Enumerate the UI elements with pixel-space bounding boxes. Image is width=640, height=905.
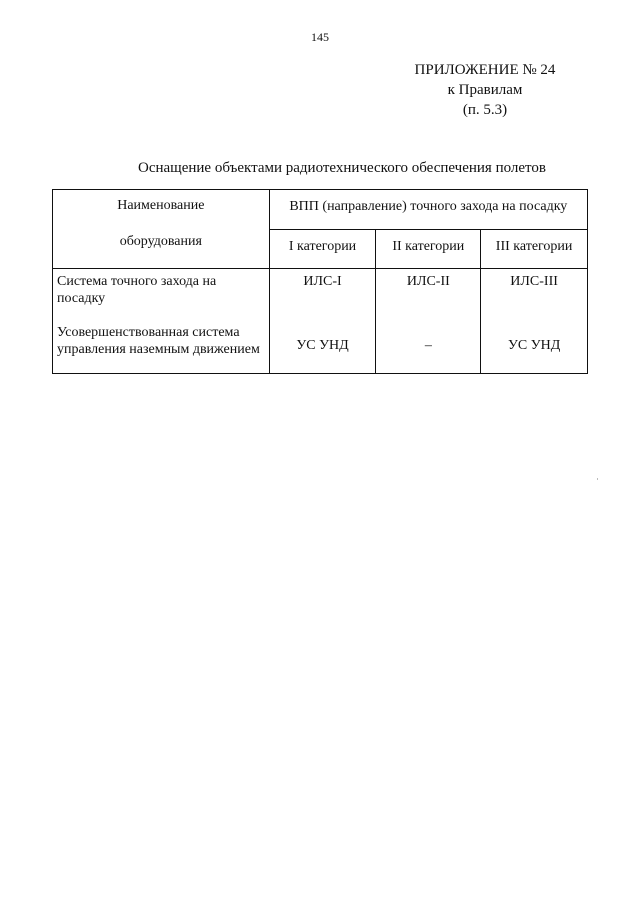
header-name-line1: Наименование — [117, 198, 205, 213]
category-2-values — [376, 269, 481, 374]
value-smgcs-cat3: УС УНД — [507, 338, 561, 353]
equipment-name-smgcs: Усовершенствованная система управления наземным движением — [57, 325, 260, 357]
table-header-row — [53, 190, 588, 230]
scan-artifact — [597, 478, 598, 480]
header-name-line2: оборудования — [119, 234, 202, 249]
appendix-clause-ref: (п. 5.3) — [462, 102, 508, 118]
header-runway-group: ВПП (направление) точного захода на посадку — [269, 190, 587, 230]
appendix-number: ПРИЛОЖЕНИЕ № 24 — [414, 62, 556, 78]
category-3-values — [481, 269, 588, 374]
value-ils-cat1: ИЛС-I — [303, 274, 342, 289]
appendix-header — [350, 60, 620, 120]
header-category-3: III категории — [481, 230, 588, 269]
page-number: 145 — [311, 30, 329, 44]
table-row — [53, 269, 588, 374]
value-smgcs-cat2: – — [424, 338, 432, 353]
value-ils-cat2: ИЛС-II — [406, 274, 450, 289]
header-category-1: I категории — [269, 230, 376, 269]
header-equipment-name — [53, 190, 270, 269]
equipment-name-ils: Система точного захода на посадку — [57, 274, 217, 306]
header-category-2: II категории — [376, 230, 481, 269]
value-ils-cat3: ИЛС-III — [510, 274, 558, 289]
category-1-values — [269, 269, 376, 374]
value-smgcs-cat1: УС УНД — [296, 338, 349, 353]
equipment-names-cell — [53, 269, 270, 374]
appendix-rules-ref: к Правилам — [447, 82, 523, 98]
document-title: Оснащение объектами радиотехнического обеспечения полетов — [137, 160, 546, 176]
equipment-table — [52, 189, 588, 374]
